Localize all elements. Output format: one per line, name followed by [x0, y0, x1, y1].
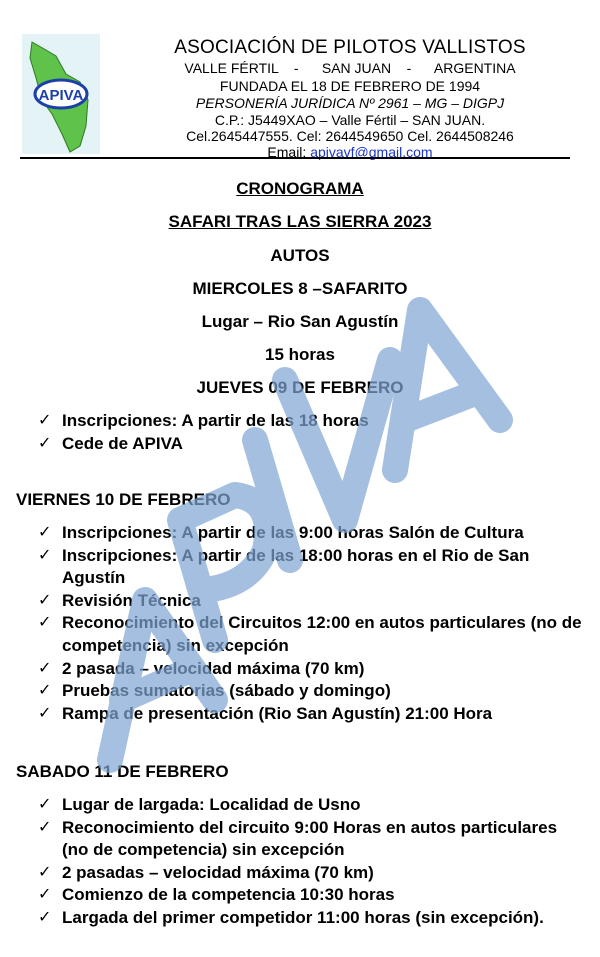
header-divider [20, 157, 570, 159]
friday-list [38, 522, 583, 725]
postal-line: C.P.: J5449XAO – Valle Fértil – SAN JUAN. [214, 112, 486, 128]
check-icon: ✓ [38, 524, 52, 541]
list-item: ✓ Comienzo de la competencia 10:30 horas [38, 884, 583, 907]
list-item: ✓ Pruebas sumatorias (sábado y domingo) [38, 680, 583, 703]
location-line: VALLE FÉRTIL - SAN JUAN - ARGENTINA [184, 60, 516, 76]
check-icon: ✓ [38, 704, 52, 722]
org-name: ASOCIACIÓN DE PILOTOS VALLISTOS [174, 37, 526, 58]
check-icon: ✓ [38, 412, 52, 429]
check-icon: ✓ [38, 818, 52, 836]
thursday-title: JUEVES 09 DE FEBRERO [196, 378, 404, 397]
list-item: ✓ Inscripciones: A partir de las 18 horas [38, 410, 583, 433]
check-icon: ✓ [38, 886, 52, 904]
list-item: ✓ 2 pasada – velocidad máxima (70 km) [38, 658, 583, 681]
cronograma-title: CRONOGRAMA [236, 179, 364, 198]
list-item: ✓ 2 pasadas – velocidad máxima (70 km) [38, 862, 583, 885]
category-title: AUTOS [270, 246, 330, 265]
founded-line: FUNDADA EL 18 DE FEBRERO DE 1994 [219, 78, 481, 94]
check-icon: ✓ [38, 659, 52, 677]
list-item: ✓ Reconocimiento del Circuitos 12:00 en autos particulares (no de competencia) sin excepción [38, 613, 582, 655]
list-item: ✓ Revisión Técnica [38, 590, 583, 613]
list-item: ✓ Lugar de largada: Localidad de Usno [38, 794, 583, 817]
list-item: ✓ Cede de APIVA [38, 433, 583, 456]
check-icon: ✓ [38, 591, 52, 609]
place-title: Lugar – Rio San Agustín [201, 312, 399, 331]
list-item: ✓ Reconocimiento del circuito 9:00 Horas en autos particulares (no de competencia) sin excepción [38, 817, 558, 860]
check-icon: ✓ [38, 614, 52, 632]
email-label: Email: [267, 144, 307, 160]
apiva-logo [22, 34, 100, 154]
event-title: SAFARI TRAS LAS SIERRA 2023 [168, 212, 432, 231]
check-icon: ✓ [38, 908, 52, 926]
phones-line: Cel.2645447555. Cel: 2644549650 Cel. 2644508246 [186, 128, 514, 144]
list-item: ✓ Inscripciones: A partir de las 9:00 horas Salón de Cultura [38, 522, 583, 545]
logo-graphic [22, 34, 100, 154]
check-icon: ✓ [38, 682, 52, 700]
list-item: ✓ Largada del primer competidor 11:00 horas (sin excepción). [38, 907, 583, 930]
logo-text: APIVA [38, 87, 84, 104]
saturday-heading: SABADO 11 DE FEBRERO [16, 762, 229, 781]
check-icon: ✓ [38, 863, 52, 881]
friday-heading: VIERNES 10 DE FEBRERO [16, 490, 231, 509]
saturday-list [38, 794, 583, 930]
list-item: ✓ Rampa de presentación (Rio San Agustín) 21:00 Hora [38, 703, 583, 726]
check-icon: ✓ [38, 796, 52, 813]
time-title: 15 horas [265, 345, 335, 364]
list-item: ✓ Inscripciones: A partir de las 18:00 horas en el Rio de San Agustín [38, 545, 530, 588]
check-icon: ✓ [38, 434, 52, 452]
wednesday-title: MIERCOLES 8 –SAFARITO [192, 279, 408, 298]
thursday-list [38, 410, 583, 455]
email-link[interactable]: apivavf@gmail.com [310, 144, 433, 160]
check-icon: ✓ [38, 546, 52, 564]
legal-line: PERSONERÍA JURÍDICA Nº 2961 – MG – DIGPJ [195, 95, 505, 111]
